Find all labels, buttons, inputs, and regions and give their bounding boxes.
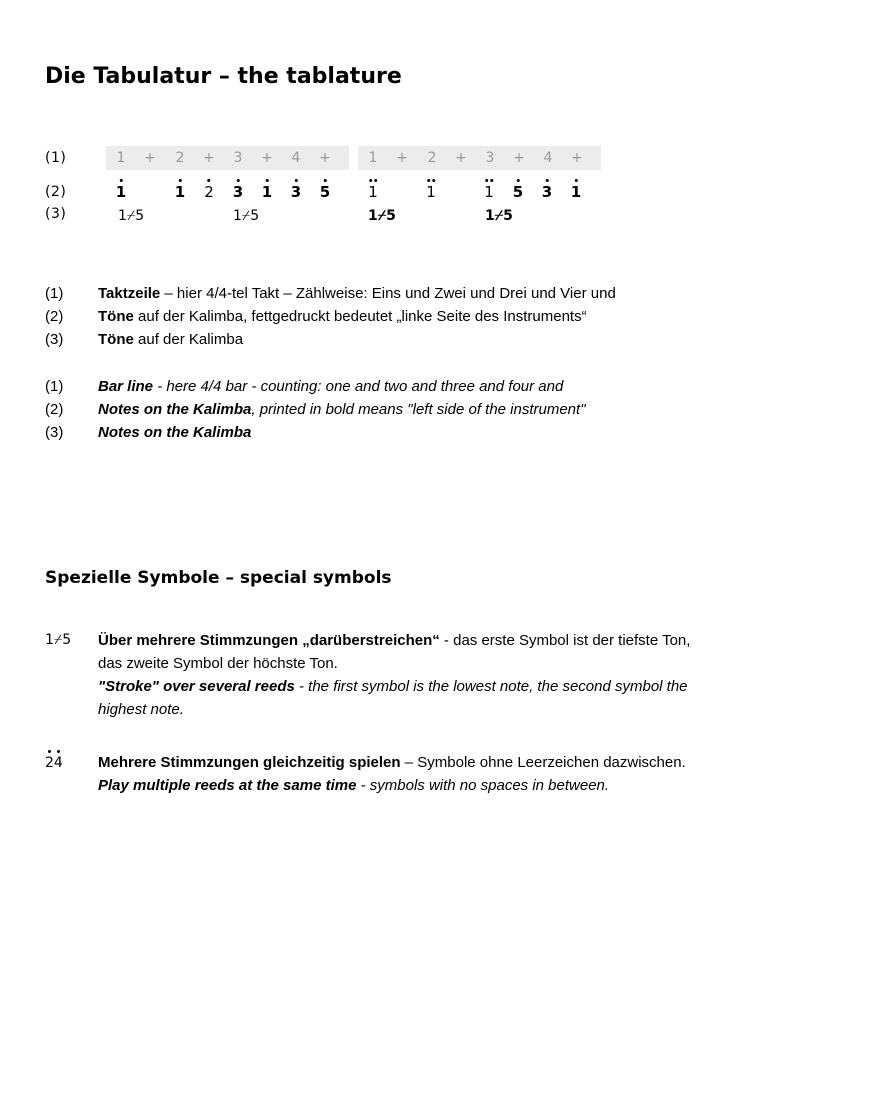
chord-symbol [45,754,63,772]
beat-count: 1 [368,150,378,166]
beat-count: 4 [291,150,301,166]
beat-count: + [455,150,467,166]
tab-note: 3 [541,183,553,201]
tab-stroke: 1⌿5 [368,208,396,224]
chord-en-rest: - symbols with no spaces in between. [356,777,610,794]
stroke-de-line-1 [98,632,690,649]
beat-count: 1 [116,150,126,166]
tab-stroke: 1⌿5 [485,208,513,224]
legend-en-num-3: (3) [45,424,64,441]
row-label-2: (2) [45,184,67,200]
chord-en-term: Play multiple reeds at the same time [98,777,357,794]
stroke-de-line-2: das zweite Symbol der höchste Ton. [98,655,338,672]
legend-en-num-2: (2) [45,401,64,418]
stroke-symbol: 1⌿5 [45,632,72,648]
stroke-en-line-1 [98,678,688,695]
tab-note: 1 [115,183,127,201]
tab-note: 1 [570,183,582,201]
legend-de-num-1: (1) [45,285,64,302]
bar-band-2 [358,146,601,170]
beat-count: + [261,150,273,166]
legend-en-line-1 [98,378,563,395]
tab-note: 5 [512,183,524,201]
chord-de-line [98,754,686,771]
beat-count: 4 [543,150,553,166]
beat-count: + [203,150,215,166]
legend-de-line-1 [98,285,616,302]
tab-stroke: 1⌿5 [118,208,145,224]
legend-en-rest-2: , printed in bold means "left side of the instrument" [251,401,586,418]
tab-note: 1 [426,183,436,201]
stroke-en-line-2-text: highest note. [98,701,184,718]
legend-en-term-1: Bar line [98,378,154,395]
chord-en-line [98,777,609,794]
legend-de-term-2: Töne [98,308,134,325]
page-title: Die Tabulatur – the tablature [45,64,402,89]
beat-count: 3 [485,150,495,166]
beat-count: 2 [175,150,185,166]
tab-note: 3 [232,183,244,201]
legend-en-line-3 [98,424,251,441]
legend-de-num-3: (3) [45,331,64,348]
tab-note: 5 [319,183,331,201]
tab-stroke: 1⌿5 [233,208,260,224]
stroke-de-term: Über mehrere Stimmzungen „darüberstreichen“ [98,632,440,649]
legend-en-term-3: Notes on the Kalimba [98,424,252,441]
legend-de-rest-1: – hier 4/4-tel Takt – Zählweise: Eins und Zwei und Drei und Vier und [160,285,616,302]
tab-note: 2 [204,183,214,201]
tab-note: 1 [368,183,378,201]
beat-count: + [513,150,525,166]
tab-note: 1 [484,183,494,201]
stroke-en-rest: - the first symbol is the lowest note, the second symbol the [294,678,688,695]
chord-de-term: Mehrere Stimmzungen gleichzeitig spielen [98,754,401,771]
special-title: Spezielle Symbole – special symbols [45,568,392,588]
tab-note: 1 [174,183,186,201]
legend-de-num-2: (2) [45,308,64,325]
stroke-en-line-2 [98,701,184,718]
tab-note: 1 [261,183,273,201]
legend-en-term-2: Notes on the Kalimba [98,401,252,418]
chord-de-rest: – Symbole ohne Leerzeichen dazwischen. [400,754,686,771]
stroke-en-term: "Stroke" over several reeds [98,678,295,695]
chord-digit: 2 [45,755,54,771]
chord-digit: 4 [53,755,63,771]
legend-en-rest-1: - here 4/4 bar - counting: one and two and three and four and [153,378,564,395]
legend-de-line-3 [98,331,243,348]
beat-count: 3 [233,150,243,166]
legend-de-rest-3: auf der Kalimba [133,331,244,348]
legend-en-num-1: (1) [45,378,64,395]
legend-de-line-2 [98,308,587,325]
legend-de-term-3: Töne [98,331,134,348]
stroke-de-rest: - das erste Symbol ist der tiefste Ton, [439,632,691,649]
row-label-1: (1) [45,150,67,166]
beat-count: 2 [427,150,437,166]
row-label-3: (3) [45,206,67,222]
beat-count: + [319,150,331,166]
beat-count: + [396,150,408,166]
legend-de-rest-2: auf der Kalimba, fettgedruckt bedeutet „linke Seite des Instruments“ [133,308,587,325]
beat-count: + [571,150,583,166]
tab-note: 3 [290,183,302,201]
legend-de-term-1: Taktzeile [98,285,161,302]
beat-count: + [144,150,156,166]
legend-en-line-2 [98,401,586,418]
bar-band-1 [106,146,349,170]
